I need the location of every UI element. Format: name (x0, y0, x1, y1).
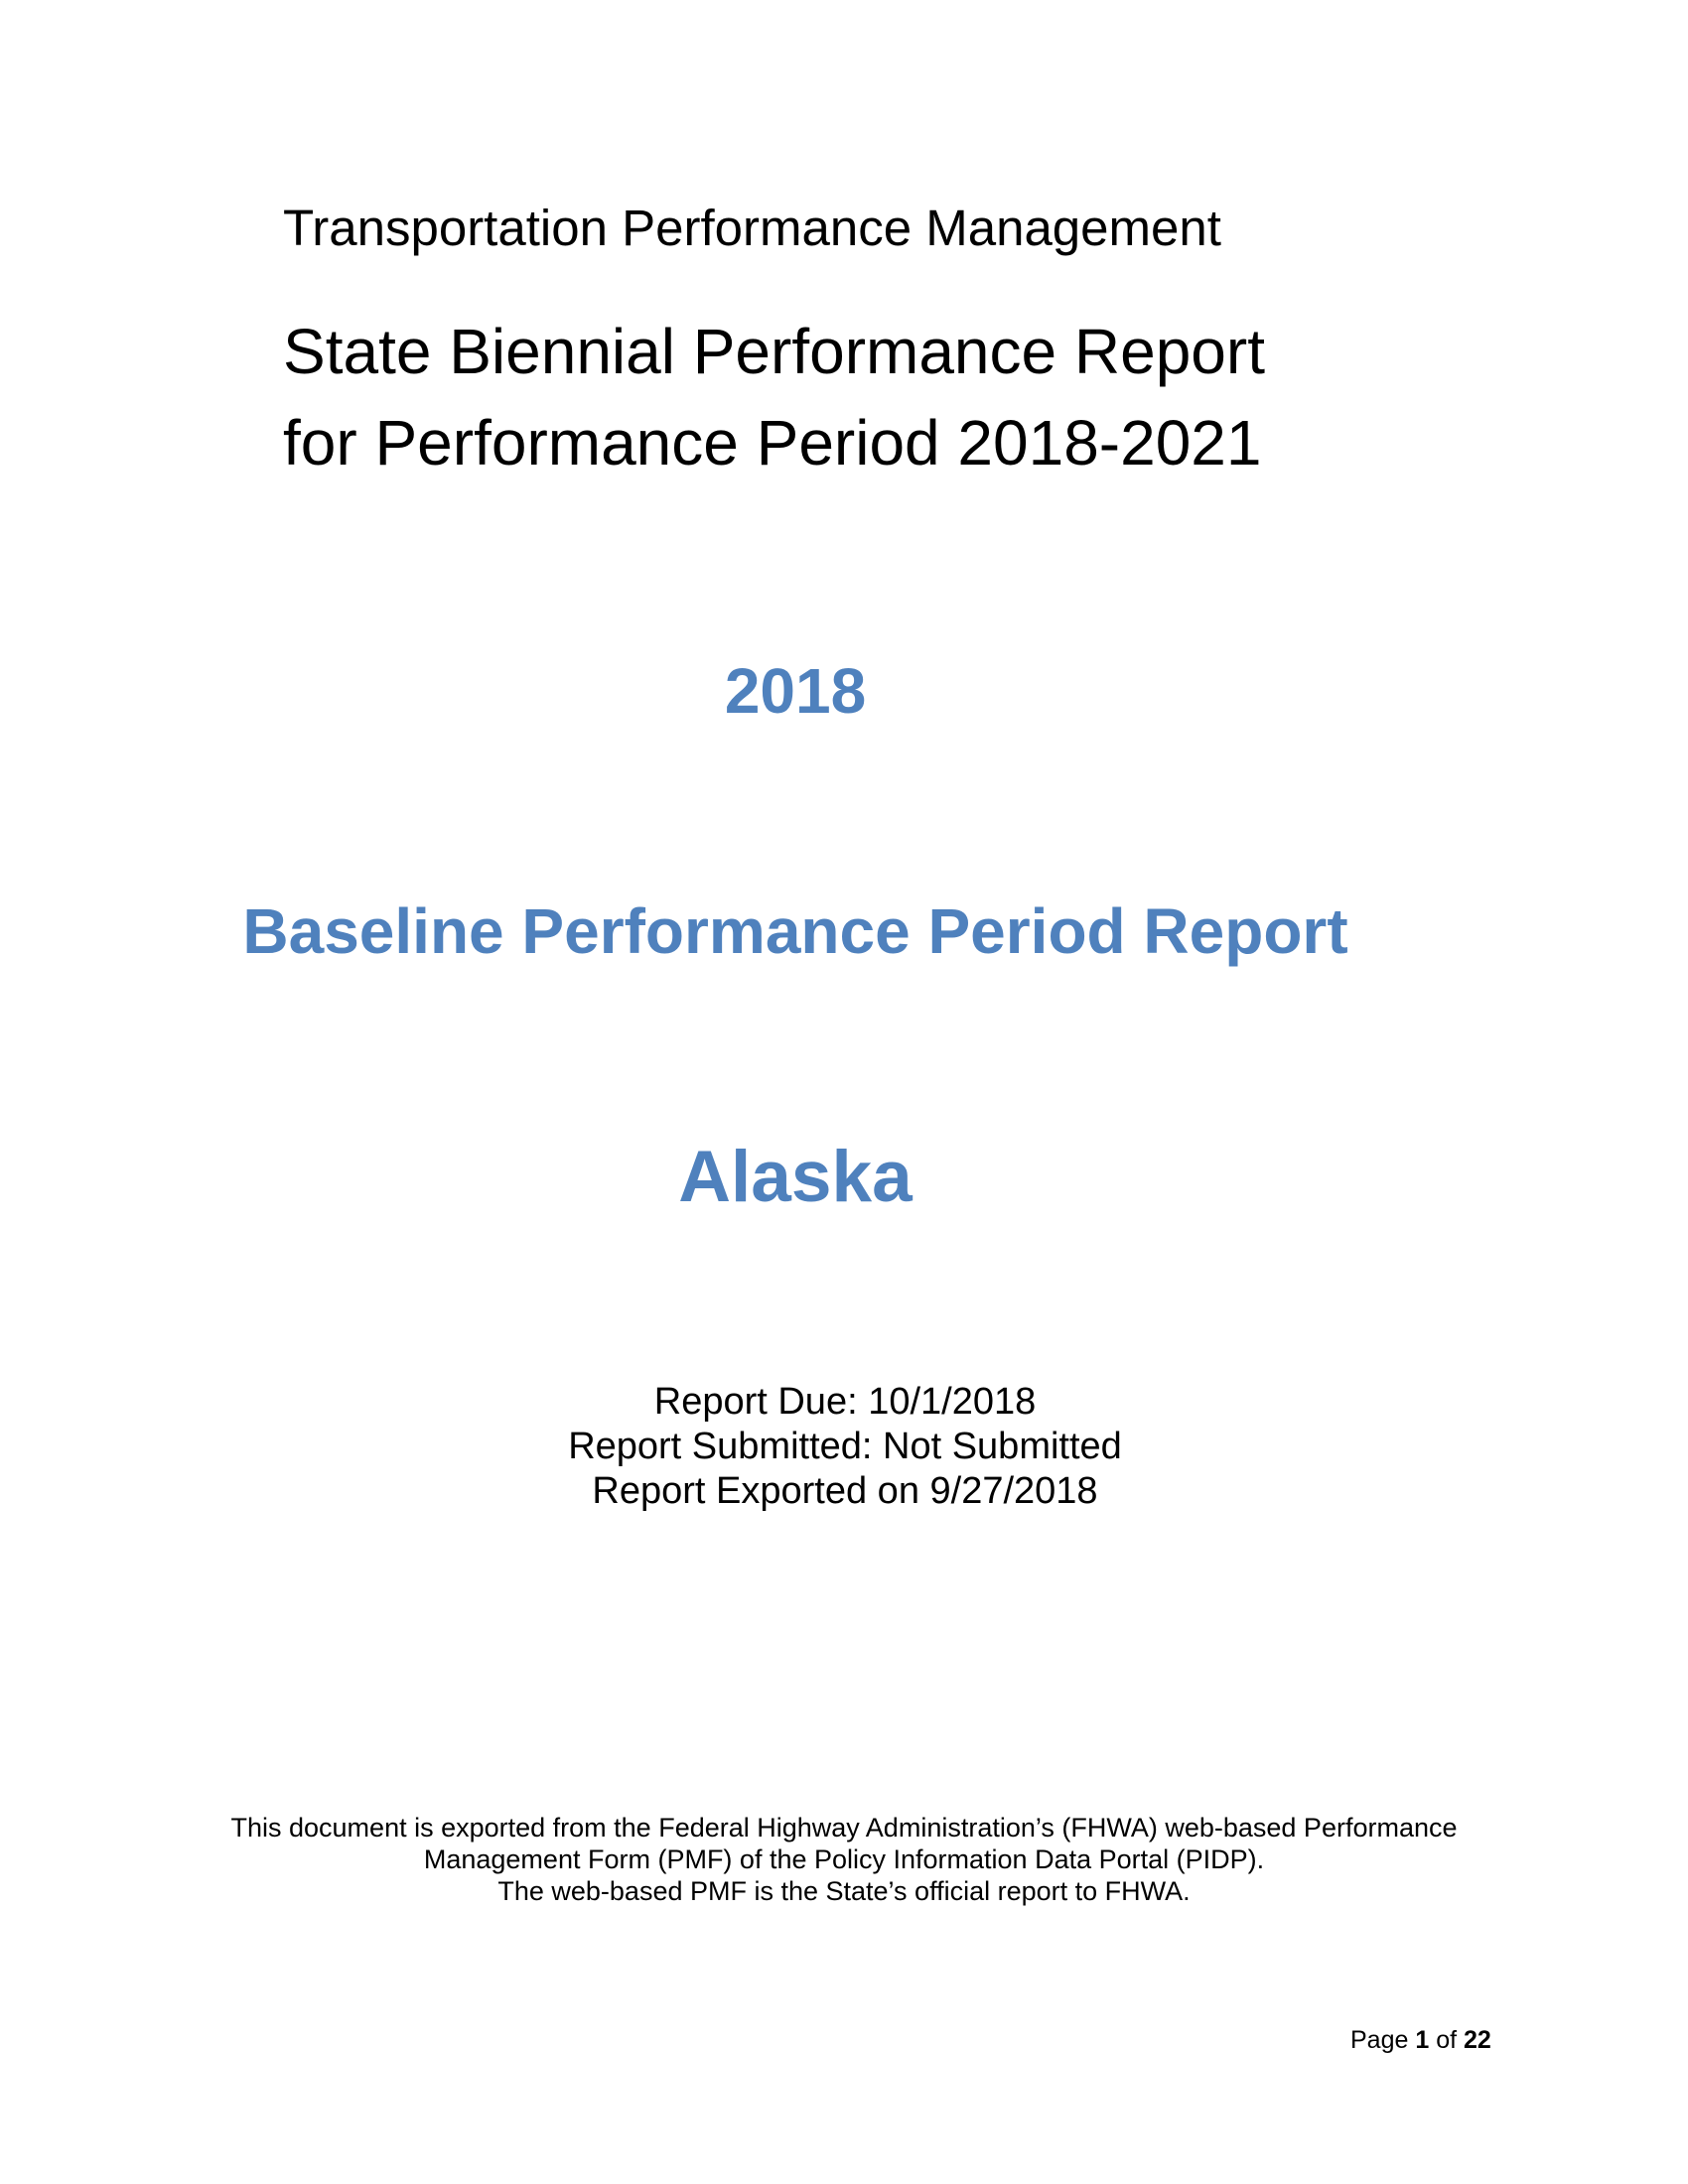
report-title-line-1: State Biennial Performance Report (283, 316, 1265, 387)
footer-disclaimer (0, 1812, 1688, 1907)
page-total: 22 (1464, 2026, 1491, 2054)
report-submitted: Report Submitted: Not Submitted (568, 1426, 1122, 1467)
state-name: Alaska (678, 1137, 913, 1217)
report-exported: Report Exported on 9/27/2018 (592, 1470, 1098, 1512)
report-info-block (0, 1380, 1688, 1514)
footer-note-line-3: The web-based PMF is the State’s official report to FHWA. (497, 1876, 1191, 1906)
page-label: Page (1350, 2026, 1409, 2054)
program-title: Transportation Performance Management (283, 200, 1221, 256)
report-title-line-2: for Performance Period 2018-2021 (283, 407, 1262, 478)
page-of-label: of (1436, 2026, 1458, 2054)
page-current: 1 (1415, 2026, 1430, 2054)
page-number (1350, 2025, 1491, 2055)
footer-note-line-1: This document is exported from the Federal Highway Administration’s (FHWA) web-based Performance (230, 1813, 1458, 1843)
footer-note-line-2: Management Form (PMF) of the Policy Information Data Portal (PIDP). (423, 1844, 1265, 1874)
report-year: 2018 (724, 655, 867, 727)
report-due: Report Due: 10/1/2018 (653, 1381, 1037, 1423)
report-type-heading: Baseline Performance Period Report (242, 895, 1348, 967)
